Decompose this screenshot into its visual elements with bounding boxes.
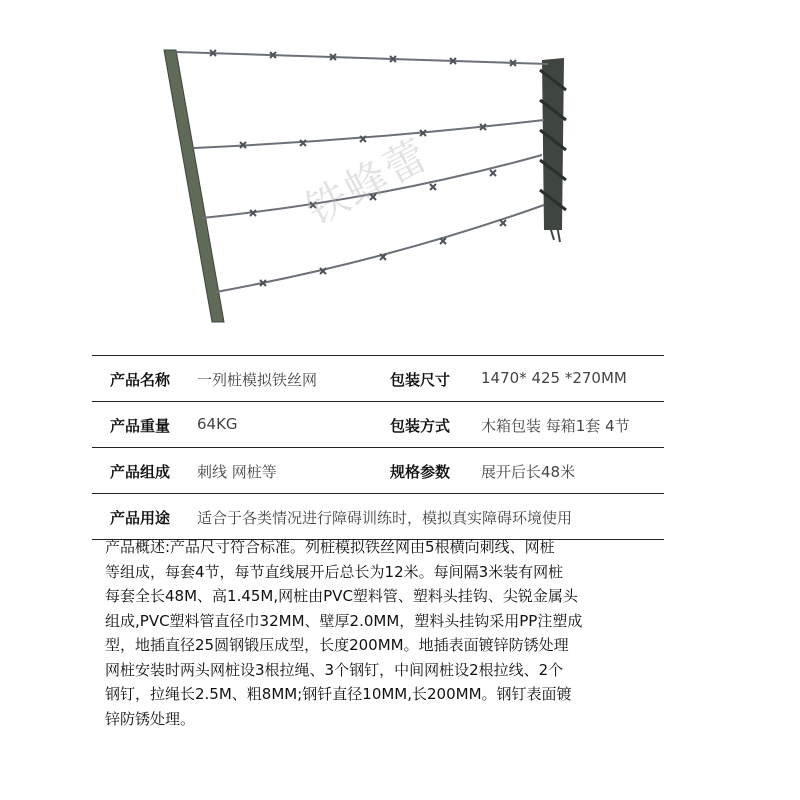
spec-label: 包装方式 [390, 417, 451, 435]
spec-row-usage [92, 494, 664, 540]
spec-label: 规格参数 [390, 463, 451, 481]
spec-label: 产品用途 [110, 509, 171, 527]
spec-value: 64KG [197, 415, 238, 433]
description-line: 钢钉，拉绳长2.5M、粗8MM;钢钎直径10MM,长200MM。钢钉表面镀 [105, 685, 572, 703]
spec-value: 木箱包装 每箱1套 4节 [481, 417, 630, 435]
spec-row-name [92, 355, 664, 402]
spec-label: 产品名称 [110, 371, 171, 389]
spec-label: 包装尺寸 [390, 371, 451, 389]
description-line: 型，地插直径25圆钢锻压成型，长度200MM。地插表面镀锌防锈处理 [105, 636, 569, 654]
description-line: 每套全长48M、高1.45M,网桩由PVC塑料管、塑料头挂钩、尖锐金属头 [105, 587, 578, 605]
description-line: 等组成，每套4节，每节直线展开后总长为12米。每间隔3米装有网桩 [105, 562, 564, 581]
spec-value: 适合于各类情况进行障碍训练时，模拟真实障碍环境使用 [197, 509, 573, 527]
spec-table [92, 355, 664, 540]
watermark-text: 铁蜂蕾 [297, 129, 437, 235]
spec-label: 产品组成 [110, 463, 171, 481]
description-line: 组成,PVC塑料管直径巾32MM、壁厚2.0MM，塑料头挂钩采用PP注塑成 [105, 611, 583, 630]
spec-value: 展开后长48米 [481, 463, 576, 481]
description-line: 产品概述:产品尺寸符合标准。列桩模拟铁丝网由5根横向刺线、网桩 [105, 538, 555, 556]
description-line: 锌防锈处理。 [105, 709, 196, 728]
spec-label: 产品重量 [110, 417, 171, 435]
description-line: 网桩安装时两头网桩设3根拉绳、3个钢钉，中间网桩设2根拉线、2个 [105, 660, 564, 679]
spec-value: 一列桩模拟铁丝网 [197, 371, 318, 389]
product-description [105, 535, 675, 731]
spec-row-composition [92, 448, 664, 494]
spec-value: 1470* 425 *270MM [481, 369, 627, 387]
spec-row-weight [92, 402, 664, 448]
spec-value: 刺线 网桩等 [197, 463, 277, 481]
